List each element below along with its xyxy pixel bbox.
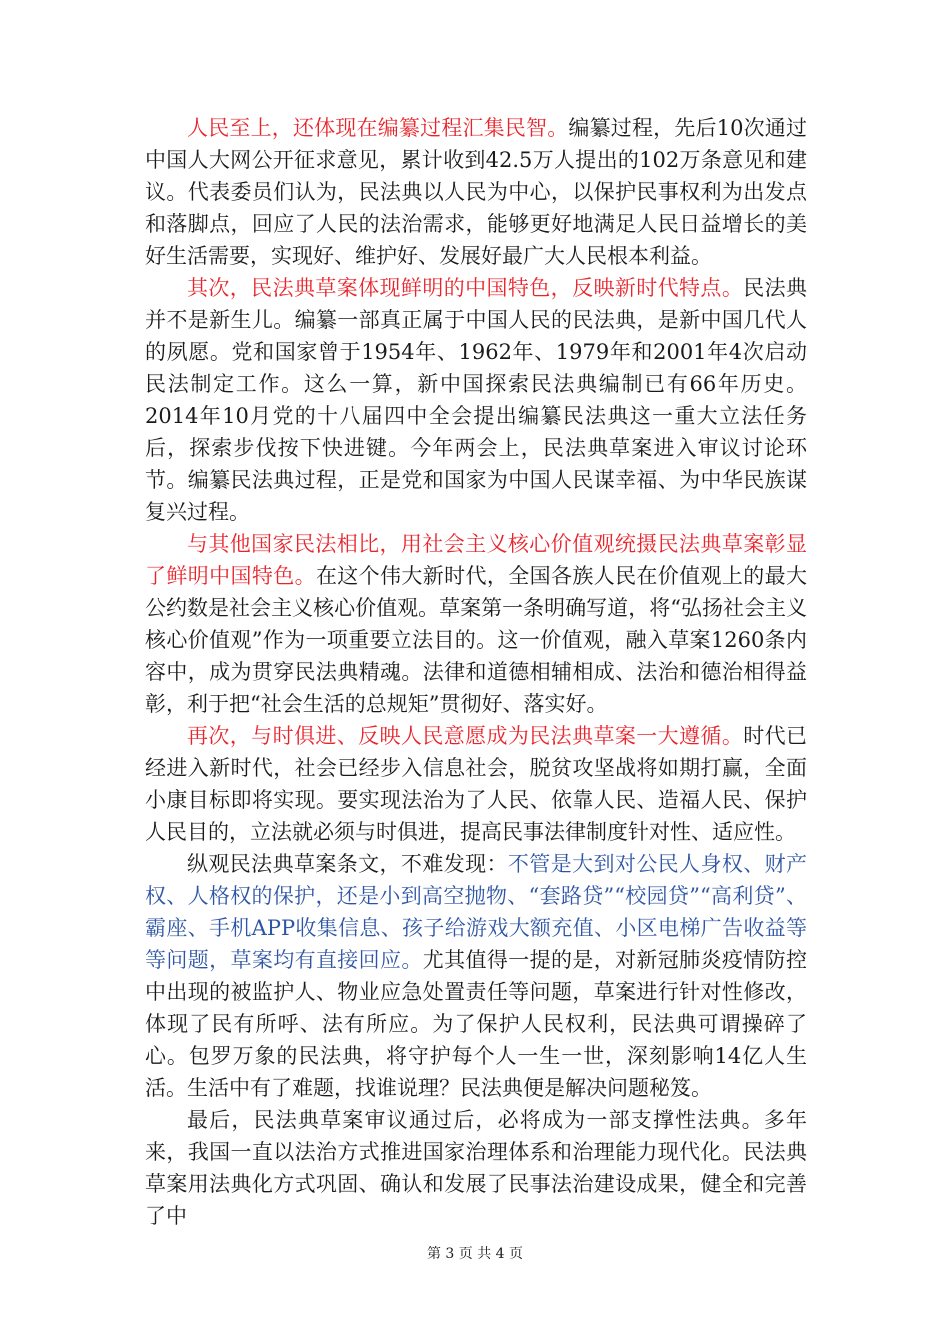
paragraph-1-text: 编纂过程，先后10次通过中国人大网公开征求意见，累计收到42.5万人提出的102万条意见和建议。代表委员们认为，民法典以人民为中心，以保护民事权利为出发点和落脚点，回应了人民的法治需求，能够更好地满足人民日益增长的美好生活需要，实现好、维护好、发展好最广大人民根本利益。: [145, 116, 807, 268]
paragraph-2-text: 民法典并不是新生儿。编纂一部真正属于中国人民的民法典，是新中国几代人的夙愿。党和国家曾于1954年、1962年、1979年和2001年4次启动民法制定工作。这么一算，新中国探索民法典编制已有66年历史。2014年10月党的十八届四中全会提出编纂民法典这一重大立法任务后，探索步伐按下快进键。今年两会上，民法典草案进入审议讨论环节。编纂民法典过程，正是党和国家为中国人民谋幸福、为中华民族谋复兴过程。: [145, 276, 808, 524]
paragraph-6: [145, 1104, 807, 1232]
paragraph-3: [145, 528, 807, 720]
paragraph-5: [145, 848, 807, 1104]
paragraph-1-highlight: 人民至上，还体现在编纂过程汇集民智。: [187, 116, 569, 140]
paragraph-5-blue-highlight: 不管是大到对公民人身权、财产权、人格权的保护，还是小到高空抛物、“套路贷”“校园贷”“高利贷”、霸座、手机APP收集信息、孩子给游戏大额充值、小区电梯广告收益等等问题，草案均有直接回应。: [145, 852, 808, 972]
paragraph-4-highlight: 再次，与时俱进、反映人民意愿成为民法典草案一大遵循。: [187, 724, 744, 748]
paragraph-2-highlight: 其次，民法典草案体现鲜明的中国特色，反映新时代特点。: [187, 276, 744, 300]
paragraph-5-text: 尤其值得一提的是，对新冠肺炎疫情防控中出现的被监护人、物业应急处置责任等问题，草案进行针对性修改，体现了民有所呼、法有所应。为了保护人民权利，民法典可谓操碎了心。包罗万象的民法典，将守护每个人一生一世，深刻影响14亿人生活。生活中有了难题，找谁说理？民法典便是解决问题秘笈。: [145, 948, 807, 1100]
paragraph-3-text: 在这个伟大新时代，全国各族人民在价值观上的最大公约数是社会主义核心价值观。草案第一条明确写道，将“弘扬社会主义核心价值观”作为一项重要立法目的。这一价值观，融入草案1260条内容中，成为贯穿民法典精魂。法律和道德相辅相成、法治和德治相得益彰，利于把“社会生活的总规矩”贯彻好、落实好。: [145, 564, 808, 716]
paragraph-5-prefix: 纵观民法典草案条文，不难发现：: [187, 852, 508, 876]
paragraph-1: [145, 112, 807, 272]
page-number-footer: 第 3 页 共 4 页: [426, 1246, 524, 1262]
paragraph-4: [145, 720, 807, 848]
paragraph-4-text: 时代已经进入新时代，社会已经步入信息社会，脱贫攻坚战将如期打赢，全面小康目标即将实现。要实现法治为了人民、依靠人民、造福人民、保护人民目的，立法就必须与时俱进，提高民事法律制度针对性、适应性。: [145, 724, 808, 844]
paragraph-3-highlight: 与其他国家民法相比，用社会主义核心价值观统摄民法典草案彰显了鲜明中国特色。: [145, 532, 807, 588]
paragraph-2: [145, 272, 807, 528]
article-body: [145, 112, 807, 1232]
paragraph-6-text: 最后，民法典草案审议通过后，必将成为一部支撑性法典。多年来，我国一直以法治方式推进国家治理体系和治理能力现代化。民法典草案用法典化方式巩固、确认和发展了民事法治建设成果，健全和完善了中: [145, 1108, 807, 1228]
